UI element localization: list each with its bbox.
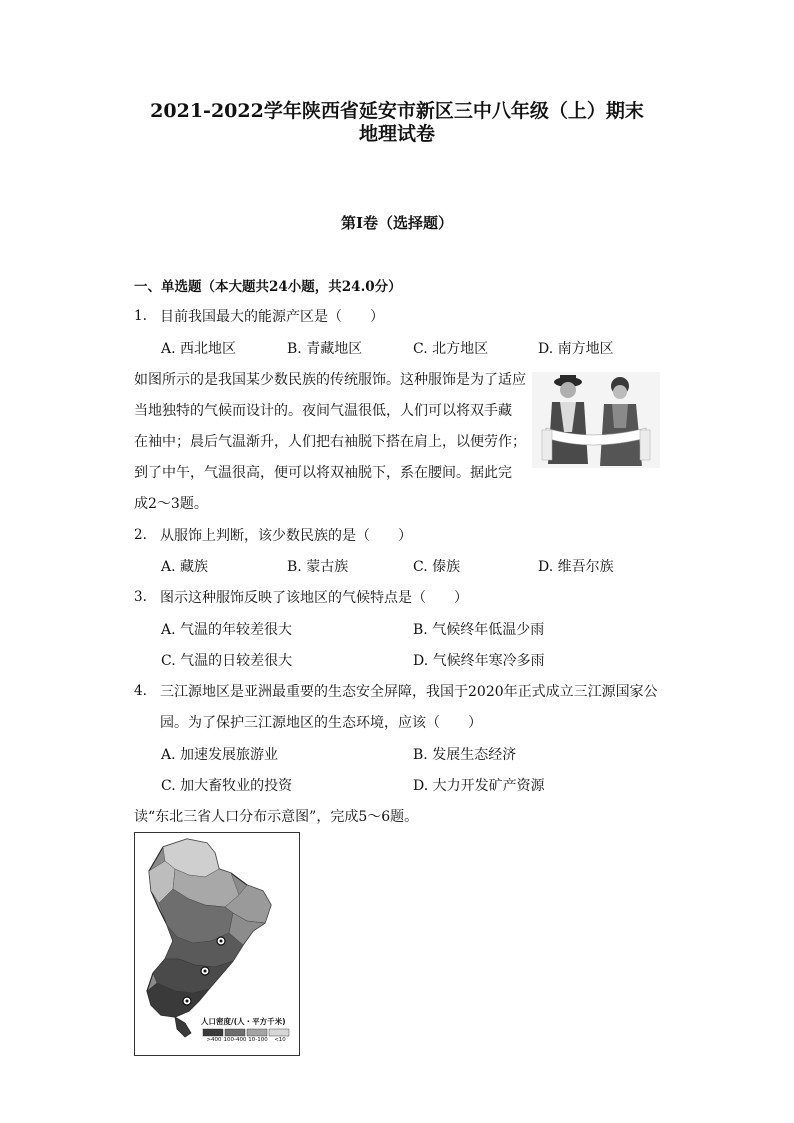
passage-line-2: 当地独特的气候而设计的。夜间气温很低，人们可以将双手藏 xyxy=(134,403,512,419)
question-1-number: 1. xyxy=(134,308,147,324)
map-legend-range-4: <10 xyxy=(274,1037,286,1043)
question-1-option-a: A. 西北地区 xyxy=(161,341,237,357)
question-4-option-d: D. 大力开发矿产资源 xyxy=(413,778,545,794)
map-legend-swatch-2 xyxy=(225,1029,245,1036)
question-4-number: 4. xyxy=(134,683,147,699)
section-title: 第I卷（选择题） xyxy=(340,214,454,232)
document-title-line2: 地理试卷 xyxy=(358,123,435,145)
question-4-option-c: C. 加大畜牧业的投资 xyxy=(161,778,293,794)
question-2-stem: 从服饰上判断，该少数民族的是（ ） xyxy=(160,528,412,544)
map-legend-swatch-4 xyxy=(269,1029,289,1036)
question-3-option-d: D. 气候终年寒冷多雨 xyxy=(413,653,545,669)
question-1-stem: 目前我国最大的能源产区是（ ） xyxy=(160,309,384,325)
map-legend-swatch-1 xyxy=(203,1029,223,1036)
question-1-option-b: B. 青藏地区 xyxy=(287,341,363,357)
map-intro-text: 读“东北三省人口分布示意图”，完成5～6题。 xyxy=(134,809,419,825)
map-legend-range-1: >400 xyxy=(206,1037,222,1043)
question-4-stem-line1: 三江源地区是亚洲最重要的生态安全屏障，我国于2020年正式成立三江源国家公 xyxy=(160,684,658,700)
question-2-option-b: B. 蒙古族 xyxy=(287,559,349,575)
question-1-option-c: C. 北方地区 xyxy=(413,341,489,357)
question-4-option-b: B. 发展生态经济 xyxy=(413,747,517,763)
map-legend-title: 人口密度/(人・平方千米) xyxy=(201,1017,286,1026)
document-title-line1: 2021-2022学年陕西省延安市新区三中八年级（上）期末 xyxy=(150,100,644,122)
question-2-option-a: A. 藏族 xyxy=(161,559,209,575)
question-3-stem: 图示这种服饰反映了该地区的气候特点是（ ） xyxy=(160,590,468,606)
passage-line-3: 在袖中；晨后气温渐升，人们把右袖脱下搭在肩上，以便劳作； xyxy=(134,434,526,450)
question-4-option-a: A. 加速发展旅游业 xyxy=(161,747,279,763)
passage-line-4: 到了中午，气温很高，便可以将双袖脱下，系在腰间。据此完 xyxy=(134,465,512,481)
part-heading: 一、单选题（本大题共24小题，共24.0分） xyxy=(134,279,402,295)
map-legend-range-2: 100-400 xyxy=(223,1037,247,1043)
question-3-option-a: A. 气温的年较差很大 xyxy=(161,622,293,638)
map-legend-swatch-3 xyxy=(247,1029,267,1036)
question-2-option-d: D. 维吾尔族 xyxy=(538,559,614,575)
question-4-stem-line2: 园。为了保护三江源地区的生态环境，应该（ ） xyxy=(160,715,482,731)
question-2-number: 2. xyxy=(134,527,147,543)
question-3-option-b: B. 气候终年低温少雨 xyxy=(413,622,545,638)
costume-photo xyxy=(532,372,660,468)
passage-line-5: 成2～3题。 xyxy=(134,496,208,512)
population-density-map xyxy=(134,832,300,1056)
question-3-number: 3. xyxy=(134,589,147,605)
question-1-option-d: D. 南方地区 xyxy=(538,341,614,357)
question-3-option-c: C. 气温的日较差很大 xyxy=(161,653,293,669)
passage-line-1: 如图所示的是我国某少数民族的传统服饰。这种服饰是为了适应 xyxy=(134,372,526,388)
map-legend-range-3: 10-100 xyxy=(248,1037,268,1043)
question-2-option-c: C. 傣族 xyxy=(413,559,461,575)
